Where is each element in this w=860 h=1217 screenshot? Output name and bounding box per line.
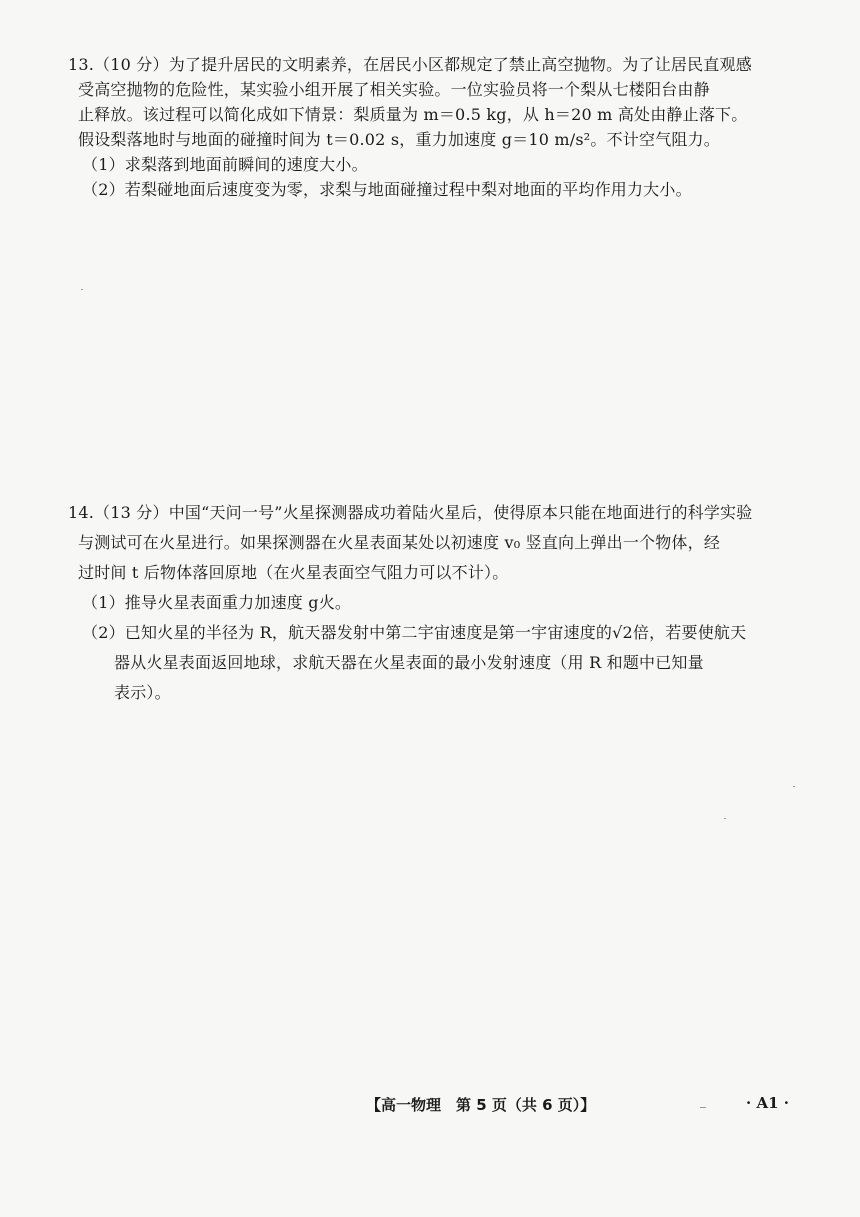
problem-14-line: 14.（13 分）中国“天问一号”火星探测器成功着陆火星后，使得原本只能在地面进行的科学实验 xyxy=(68,503,753,522)
problem-14-question-2-continued: 表示）。 xyxy=(114,683,171,702)
problem-13-question-2: （2）若梨碰地面后速度变为零，求梨与地面碰撞过程中梨对地面的平均作用力大小。 xyxy=(82,180,692,199)
problem-13-question-1: （1）求梨落到地面前瞬间的速度大小。 xyxy=(82,155,368,174)
problem-13-line: 止释放。该过程可以简化成如下情景：梨质量为 m＝0.5 kg，从 h＝20 m 高处由静止落下。 xyxy=(78,105,748,124)
problem-14 xyxy=(68,498,788,708)
exam-version-label: · A1 · xyxy=(746,1094,789,1112)
scan-speck xyxy=(81,289,83,290)
problem-13-line: 13.（10 分）为了提升居民的文明素养，在居民小区都规定了禁止高空抛物。为了让居民直观感 xyxy=(68,55,752,74)
problem-14-line: 过时间 t 后物体落回原地（在火星表面空气阻力可以不计）。 xyxy=(78,563,509,582)
problem-14-question-1: （1）推导火星表面重力加速度 g火。 xyxy=(82,593,352,612)
problem-13 xyxy=(68,52,788,202)
scan-speck xyxy=(793,786,795,787)
problem-13-line: 受高空抛物的危险性，某实验小组开展了相关实验。一位实验员将一个梨从七楼阳台由静 xyxy=(78,80,710,99)
problem-13-line: 假设梨落地时与地面的碰撞时间为 t＝0.02 s，重力加速度 g＝10 m/s²。不计空气阻力。 xyxy=(78,130,720,149)
problem-14-question-2-continued: 器从火星表面返回地球，求航天器在火星表面的最小发射速度（用 R 和题中已知量 xyxy=(114,653,704,672)
problem-14-line: 与测试可在火星进行。如果探测器在火星表面某处以初速度 v₀ 竖直向上弹出一个物体，经 xyxy=(78,533,721,552)
problem-14-question-2: （2）已知火星的半径为 R，航天器发射中第二宇宙速度是第一宇宙速度的√2倍，若要使航天 xyxy=(82,623,747,642)
scan-speck xyxy=(700,1107,706,1108)
page-number-label: 【高一物理 第 5 页（共 6 页）】 xyxy=(366,1096,596,1114)
scan-speck xyxy=(724,818,726,819)
